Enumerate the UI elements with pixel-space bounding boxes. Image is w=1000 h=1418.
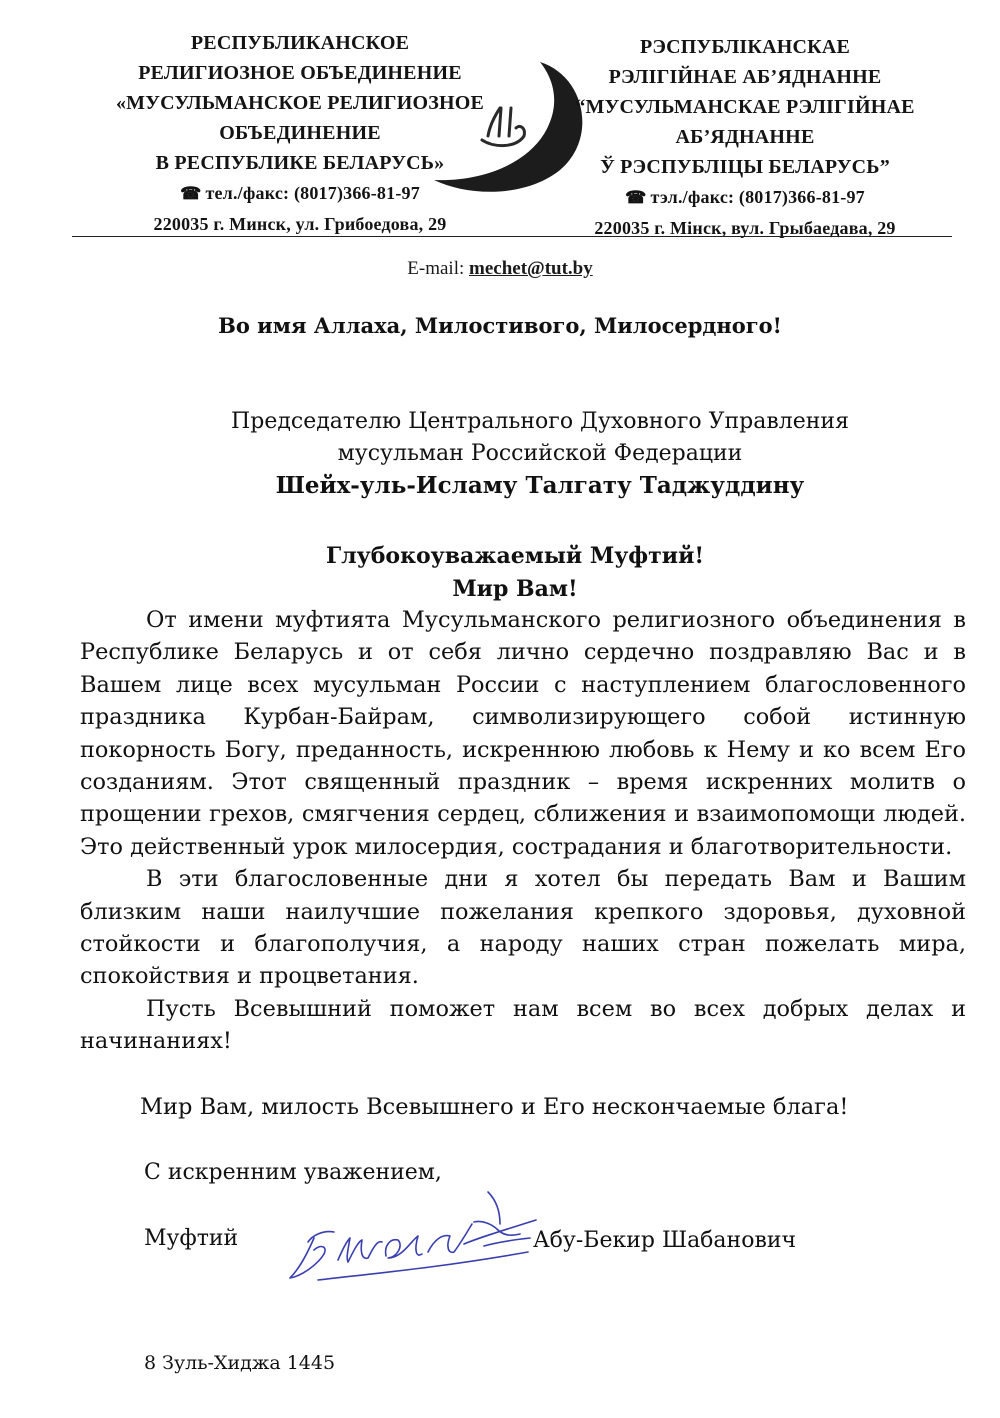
letterhead-left-line: В РЕСПУБЛИКЕ БЕЛАРУСЬ» bbox=[155, 152, 445, 174]
email-link[interactable]: mechet@tut.by bbox=[469, 258, 593, 279]
letterhead-right-phone: тэл./факс: (8017)366-81-97 bbox=[650, 187, 865, 207]
letterhead-right-address: 220035 г. Мінск, вул. Грыбаедава, 29 bbox=[594, 218, 896, 238]
signatory-position: Муфтий bbox=[144, 1226, 239, 1251]
letterhead-right-line: АБ’ЯДНАННЕ bbox=[675, 126, 815, 148]
letterhead-left-address: 220035 г. Минск, ул. Грибоедова, 29 bbox=[153, 214, 447, 234]
peace-greeting: Мир Вам! bbox=[452, 576, 578, 602]
letterhead-right-phone-row bbox=[530, 182, 960, 213]
body-paragraph: Пусть Всевышний поможет нам всем во всех добрых делах и начинаниях! bbox=[80, 995, 966, 1055]
telephone-icon: ☎ bbox=[180, 184, 202, 203]
letter-date: 8 Зуль-Хиджа 1445 bbox=[144, 1352, 336, 1374]
letterhead-left-phone: тел./факс: (8017)366-81-97 bbox=[205, 183, 420, 203]
email-label: E-mail: bbox=[407, 258, 465, 279]
letterhead-left-line: РЕСПУБЛИКАНСКОЕ bbox=[190, 32, 410, 54]
greeting-block bbox=[15, 540, 1000, 606]
letterhead-left-line: ОБЪЕДИНЕНИЕ bbox=[219, 122, 381, 144]
letterhead-left-line: «МУСУЛЬМАНСКОЕ РЕЛИГИОЗНОЕ bbox=[115, 92, 485, 114]
letterhead-right-line: РЭЛІГІЙНАЕ АБ’ЯДНАННЕ bbox=[608, 66, 882, 88]
letterhead-left-line: РЕЛИГИОЗНОЕ ОБЪЕДИНЕНИЕ bbox=[138, 62, 462, 84]
regards-line: С искренним уважением, bbox=[144, 1160, 442, 1185]
basmala: Во имя Аллаха, Милостивого, Милосердного! bbox=[218, 313, 782, 338]
addressee-line: мусульман Российской Федерации bbox=[337, 441, 743, 466]
letterhead-right-line: “МУСУЛЬМАНСКАЕ РЭЛІГІЙНАЕ bbox=[575, 96, 915, 118]
addressee-line: Председателю Центрального Духовного Управления bbox=[231, 409, 849, 434]
signatory-name: Абу-Бекир Шабанович bbox=[533, 1228, 797, 1253]
closing-line: Мир Вам, милость Всевышнего и Его нескончаемые блага! bbox=[140, 1094, 849, 1120]
letterhead-right bbox=[530, 32, 960, 243]
body-paragraph: В эти благословенные дни я хотел бы передать Вам и Вашим близким наши наилучшие пожелания крепкого здоровья, духовной стойкости и благополучия, а народу наших стран пожелать мира, спокойствия и процветания. bbox=[80, 866, 966, 990]
letterhead-divider bbox=[72, 236, 952, 237]
email-line bbox=[0, 258, 1000, 280]
addressee-block bbox=[40, 406, 1000, 502]
letterhead-right-line: РЭСПУБЛІКАНСКАЕ bbox=[639, 36, 851, 58]
handwritten-signature bbox=[278, 1180, 548, 1290]
body-paragraph: От имени муфтията Мусульманского религиозного объединения в Республике Беларусь и от себя лично сердечно поздравляю Вас и в Вашем лице всех мусульман России с наступлением благословенного праздника Курбан-Байрам, символизирующего собой истинную покорность Богу, преданность, искреннюю любовь к Нему и ко всем Его созданиям. Этот священный праздник – время искренних молитв о прощении грехов, смягчения сердец, сближения и взаимопомощи людей. Это действенный урок милосердия, сострадания и благотворительности. bbox=[80, 607, 966, 860]
salutation: Глубокоуважаемый Муфтий! bbox=[325, 543, 705, 569]
letter-body bbox=[80, 604, 966, 1058]
telephone-icon: ☎ bbox=[625, 188, 647, 207]
letterhead-right-line: Ў РЭСПУБЛІЦЫ БЕЛАРУСЬ” bbox=[600, 156, 890, 178]
addressee-name: Шейх-уль-Исламу Талгату Таджуддину bbox=[275, 472, 805, 499]
